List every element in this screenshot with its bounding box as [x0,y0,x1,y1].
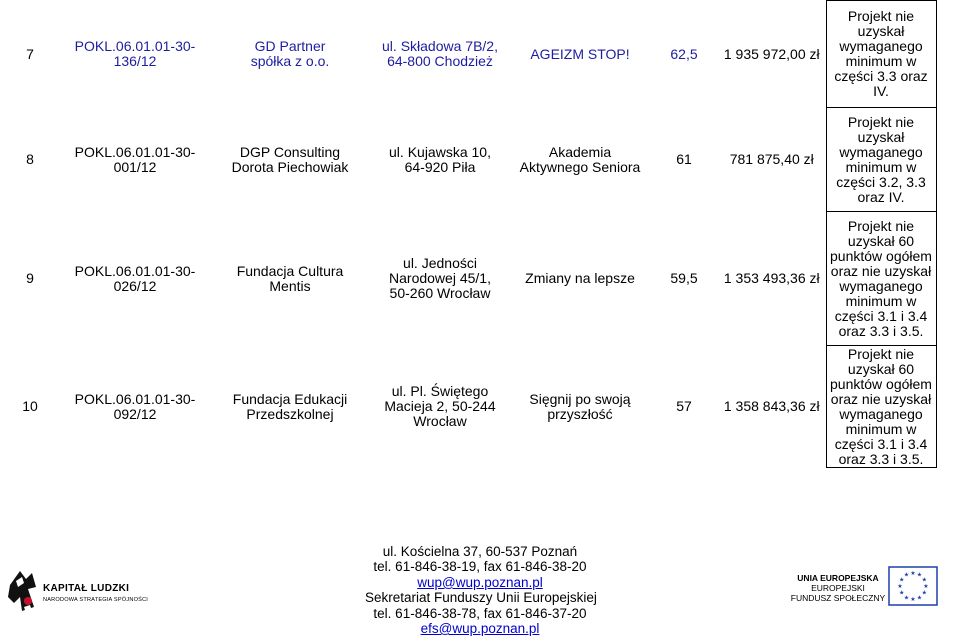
project-title: Zmiany na lepsze [525,270,635,286]
svg-text:★: ★ [921,589,927,597]
svg-text:★: ★ [897,583,903,590]
organization-address: ul. Kujawska 10, 64-920 Piła [389,143,491,175]
project-status: Projekt nie uzyskał wymaganego minimum w części 3.2, 3.3 oraz IV. [826,108,936,212]
svg-text:★: ★ [903,594,910,602]
project-title: Sięgnij po swoją przyszłość [529,390,631,422]
footer-phone-2: tel. 61-846-38-78, fax 61-846-37-20 [373,605,587,621]
table-row [0,108,936,212]
svg-text:★: ★ [899,576,905,584]
email-link-wup[interactable]: wup@wup.poznan.pl [417,574,543,590]
footer-phone-1: tel. 61-846-38-19, fax 61-846-38-20 [373,559,587,575]
project-amount: 781 875,40 zł [729,151,814,167]
svg-text:★: ★ [916,594,923,602]
row-number: 7 [26,45,34,62]
organization-address: ul. Pl. Świętego Macieja 2, 50-244 Wrocław [384,383,496,429]
project-score: 59,5 [670,270,698,286]
project-code: POKL.06.01.01-30- 092/12 [74,390,196,422]
organization-address: ul. Jedności Narodowej 45/1, 50-260 Wrocław [389,255,491,301]
project-score: 61 [676,151,692,167]
project-status: Projekt nie uzyskał wymaganego minimum w części 3.3 oraz IV. [826,1,936,108]
svg-text:★: ★ [910,596,916,603]
project-amount: 1 935 972,00 zł [723,45,820,62]
organization-name: GD Partner spółka z o.o. [250,38,330,69]
project-code: POKL.06.01.01-30- 136/12 [74,38,196,69]
organization-name: Fundacja Cultura Mentis [236,262,344,294]
footer-contact [365,544,595,636]
footer-address: ul. Kościelna 37, 60-537 Poznań [382,544,578,559]
eu-line-1: UNIA EUROPEJSKA [797,573,879,583]
project-score: 62,5 [670,45,698,62]
svg-text:★: ★ [923,583,929,590]
project-amount: 1 353 493,36 zł [723,270,820,286]
table-row [0,346,936,468]
svg-text:★: ★ [916,571,923,579]
project-status: Projekt nie uzyskał 60 punktów ogółem oraz nie uzyskał wymaganego minimum w części 3.1 i 3.4 oraz 3.3 i 3.5. [826,212,936,346]
row-number: 9 [26,270,34,286]
kapital-ludzki-subtitle: NARODOWA STRATEGIA SPÓJNOŚCI [43,597,149,603]
project-amount: 1 358 843,36 zł [723,398,820,414]
project-code: POKL.06.01.01-30- 026/12 [74,262,196,294]
row-number: 10 [22,398,38,414]
svg-text:★: ★ [910,570,916,577]
eu-line-2: EUROPEJSKI [811,583,865,593]
row-number: 8 [26,151,34,167]
eu-line-3: FUNDUSZ SPOŁECZNY [790,593,886,603]
eu-flag-icon [888,566,938,606]
project-code: POKL.06.01.01-30- 001/12 [74,143,196,175]
project-status: Projekt nie uzyskał 60 punktów ogółem oraz nie uzyskał wymaganego minimum w części 3.1 i 3.4 oraz 3.3 i 3.5. [826,346,936,468]
footer-secretariat: Sekretariat Funduszy Unii Europejskiej [365,590,597,606]
table-row [0,1,936,108]
kapital-ludzki-title: KAPITAŁ LUDZKI [43,583,130,594]
svg-text:★: ★ [903,571,910,579]
email-link-efs[interactable]: efs@wup.poznan.pl [420,621,540,636]
eu-logo-text [790,573,886,603]
table-row [0,212,936,346]
svg-text:★: ★ [921,576,927,584]
organization-name: DGP Consulting Dorota Piechowiak [231,143,349,175]
project-title: AGEIZM STOP! [530,45,630,62]
svg-text:★: ★ [899,589,905,597]
project-score: 57 [676,398,692,414]
organization-address: ul. Składowa 7B/2, 64-800 Chodzież [382,38,498,69]
organization-name: Fundacja Edukacji Przedszkolnej [232,390,348,422]
project-title: Akademia Aktywnego Seniora [519,143,641,175]
